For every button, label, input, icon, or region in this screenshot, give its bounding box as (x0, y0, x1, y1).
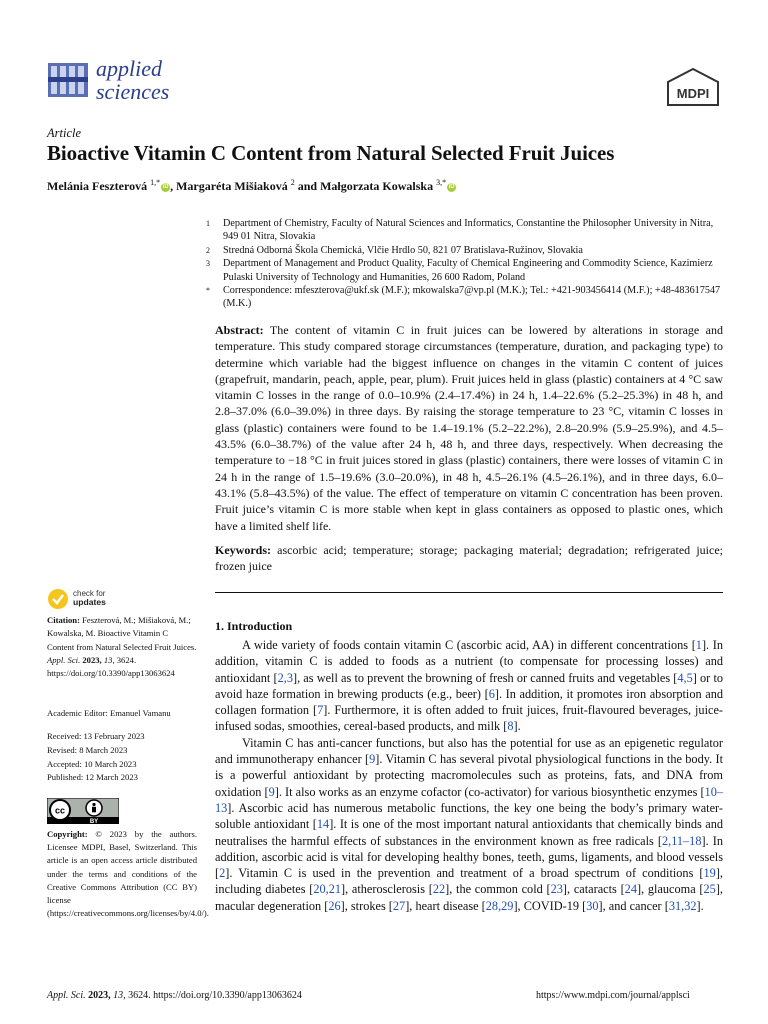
abstract-label: Abstract: (215, 323, 264, 337)
citation-text: Feszterová, M.; Mišiaková, M.; Kowalska, M. Bioactive Vitamin C Content from Natural Selected Fruit Juices. (47, 615, 197, 652)
keywords (215, 542, 723, 575)
reference-link[interactable]: 1 (695, 638, 702, 652)
date-published: Published: 12 March 2023 (47, 772, 138, 783)
reference-link[interactable]: 7 (317, 703, 324, 718)
author-affiliation-mark: 1,* (150, 178, 161, 187)
footer-journal: Appl. Sci. (47, 990, 86, 1001)
academic-editor: Academic Editor: Emanuel Vamanu (47, 708, 171, 718)
abstract-text: The content of vitamin C in fruit juices can be lowered by alterations in storage and temperature. This study compared storage circumstances (temperature, duration, and packaging type) to determine which variable had the biggest influence on changes in the vitamin C content of juices (grapefruit, mandarin, peach, apple, pear, plum). Fruit juices held in glass (plastic) containers at 4 °C saw vitamin C losses in the range of 0.0–10.9% (2.4–17.4%) in 24 h, 1.4–22.6% (5.2–25.3%) in 48 h, and 2.8–37.0% (6.0–39.0%) in three days. By raising the storage temperature to 23 °C, vitamin C losses in glass (plastic) containers were found to be 1.4–19.1% (5.2–22.2%), 2.8–20.9% (5.9–25.9%), and 4.5–43.5% (6.0–38.7%) of the value after 24 h, 48 h, and three days, respectively. When decreasing the temperature to −18 °C in fruit juices stored in glass (plastic) containers, there were losses of vitamin C in 24 h in the range of 1.5–19.6% (3.0–20.0%), in 48 h, 4.5–26.1% (4.5–26.1%), and in three days, 6.0–43.1% (5.8–43.5%) of the value. The effect of temperature on vitamin C concentration has been proven. Fruit juice’s vitamin C is more stable when kept in glass containers as opposed to plastic ones, which have a limited shelf life. (215, 323, 723, 533)
paragraph-text: ]. In addition, vitamin C is added to foods as a nutrient (to compensate for processing losses) and antioxidant [ (215, 638, 723, 685)
cc-by-license-icon[interactable] (47, 798, 119, 824)
paragraph-text: ], glaucoma [ (636, 882, 704, 897)
introduction-body (215, 637, 723, 914)
keywords-label: Keywords: (215, 543, 271, 557)
footer-volume: 13, (113, 990, 126, 1001)
paragraph-text: ]. It also works as an enzyme cofactor (co-activator) for various biosynthetic enzymes [ (274, 784, 705, 799)
svg-text:cc: cc (54, 805, 66, 816)
affiliation-text: Stredná Odborná Škola Chemická, Vlčie Hrdlo 50, 821 07 Bratislava-Ružinov, Slovakia (223, 244, 583, 256)
citation-block (47, 614, 197, 680)
reference-link[interactable]: 27 (392, 898, 406, 913)
paragraph-text: ], atherosclerosis [ (341, 882, 433, 897)
affiliation-mark: 3 (206, 259, 210, 269)
reference-link[interactable]: 20,21 (313, 882, 341, 897)
copyright-notice (47, 828, 209, 920)
journal-name-line2: sciences (96, 79, 170, 104)
paragraph-text: ]. (696, 898, 704, 913)
citation-doi[interactable]: 3624. https://doi.org/10.3390/app13063624 (47, 654, 175, 679)
reference-link[interactable]: 24 (624, 882, 637, 897)
paper-title: Bioactive Vitamin C Content from Natural Selected Fruit Juices (47, 141, 615, 165)
paragraph-text: ], heart disease [ (405, 898, 486, 913)
paragraph-text: ], including diabetes [ (215, 866, 723, 897)
orcid-icon[interactable]: iD (448, 183, 455, 190)
paragraph-text: ], macular degeneration [ (215, 882, 723, 913)
reference-link[interactable]: 10–13 (215, 784, 723, 815)
paragraph-text: ]. Vitamin C is used in the prevention and treatment of a broad spectrum of conditions [ (225, 866, 704, 881)
author-affiliation-mark: 2 (290, 178, 295, 187)
date-accepted: Accepted: 10 March 2023 (47, 758, 137, 769)
section-divider (215, 592, 723, 593)
check-updates-line2: updates (73, 597, 106, 607)
publication-dates (47, 730, 145, 785)
author-separator: and (294, 179, 321, 193)
footer-doi[interactable]: 3624. https://doi.org/10.3390/app13063624 (128, 990, 302, 1001)
reference-link[interactable]: 2,3 (277, 670, 293, 685)
paragraph-text: ]. In addition, it promotes iron absorption and collagen formation [ (215, 686, 723, 718)
paragraph-text: Vitamin C has anti-cancer functions, but also has the potential for use as an epigenetic regulator and immunotherapy enhancer [ (215, 735, 723, 767)
author-name: Małgorzata Kowalska (320, 179, 437, 193)
reference-link[interactable]: 14 (316, 817, 330, 832)
paragraph-text: ]. It is one of the most important natural antioxidants that chemically binds and neutralises the harmful effects of substances in the environment known as free radicals [ (215, 817, 723, 848)
section-heading-introduction: 1. Introduction (215, 619, 293, 633)
paragraph-text: A wide variety of foods contain vitamin C (ascorbic acid, AA) in different concentrations [ (242, 638, 696, 652)
date-received: Received: 13 February 2023 (47, 731, 145, 741)
affiliations (206, 217, 726, 311)
author-name: Melánia Feszterová (47, 179, 151, 193)
author-name: Margaréta Mišiaková (176, 179, 291, 193)
citation-volume: 13, (103, 654, 115, 665)
copyright-text: © 2023 by the authors. Licensee MDPI, Basel, Switzerland. This article is an open access article distributed under the terms and conditions of the Creative Commons Attribution (CC BY) license (https://creativecommons.org/licenses/by/4.0/). (47, 829, 209, 919)
date-revised: Revised: 8 March 2023 (47, 744, 128, 755)
reference-link[interactable]: 2,11–18 (661, 833, 702, 848)
check-updates-text (73, 589, 106, 607)
check-updates-line1: check for (73, 589, 106, 598)
affiliation-item (206, 244, 726, 257)
affiliation-mark: 1 (206, 219, 210, 228)
affiliation-item (206, 217, 726, 244)
author-affiliation-mark: 3,* (436, 178, 447, 187)
introduction-paragraph-2 (215, 735, 723, 914)
reference-link[interactable]: 9 (268, 784, 275, 799)
author-list (47, 178, 456, 194)
copyright-label: Copyright: (47, 829, 88, 839)
reference-link[interactable]: 26 (328, 898, 341, 913)
reference-link[interactable]: 2 (219, 866, 226, 881)
paragraph-text: ]. Furthermore, it is often added to fruit juices, fruit-flavoured beverages, juice-infused sodas, smoothies, cereal-based products, and milk [ (215, 703, 723, 734)
affiliation-item (206, 257, 726, 284)
introduction-paragraph-1 (215, 637, 723, 735)
reference-link[interactable]: 22 (432, 882, 446, 897)
footer-citation (47, 990, 302, 1001)
paragraph-text: ], COVID-19 [ (513, 898, 587, 913)
orcid-icon[interactable]: iD (162, 183, 169, 190)
keywords-text: ascorbic acid; temperature; storage; packaging material; degradation; refrigerated juice; frozen juice (215, 543, 723, 574)
paragraph-text: ]. Vitamin C has several pivotal physiological functions in the body. It is a powerful antioxidant by protecting macromolecules such as proteins, fats, and DNA from oxidation [ (215, 752, 723, 799)
paragraph-text: ], strokes [ (340, 898, 393, 913)
reference-link[interactable]: 25 (703, 882, 716, 897)
paragraph-text: ], as well as to prevent the browning of fresh or canned fruits and vegetables [ (292, 670, 678, 685)
paragraph-text: ], and cancer [ (598, 898, 669, 913)
mdpi-logo-icon (667, 68, 719, 106)
affiliation-text: Correspondence: mfeszterova@ukf.sk (M.F.); mkowalska7@vp.pl (M.K.); Tel.: +421-903456414 (M.F.); +48-483617547 (M.K.) (223, 285, 721, 310)
check-updates-icon (47, 588, 69, 610)
footer-year: 2023, (88, 990, 111, 1001)
abstract (215, 322, 723, 534)
reference-link[interactable]: 30 (586, 898, 599, 913)
affiliation-mark: 2 (206, 245, 210, 255)
paragraph-text: ]. Ascorbic acid has numerous metabolic functions, the key one being the body’s primary water-soluble antioxidant [ (215, 800, 723, 832)
reference-link[interactable]: 9 (369, 752, 376, 767)
paragraph-text: ]. In addition, ascorbic acid is vital for developing healthy bones, teeth, gums, ligaments, and blood vessels [ (215, 833, 723, 881)
reference-link[interactable]: 23 (550, 882, 563, 897)
paragraph-text: ], the common cold [ (445, 882, 551, 897)
cc-label: BY (89, 819, 99, 824)
reference-link[interactable]: 19 (703, 866, 716, 881)
affiliation-item (206, 284, 726, 311)
reference-link[interactable]: 6 (488, 686, 495, 701)
citation-journal: Appl. Sci. (47, 654, 81, 665)
check-for-updates-button[interactable] (47, 588, 127, 612)
affiliation-text: Department of Management and Product Quality, Faculty of Chemical Engineering and Commodity Science, Kazimierz Pulaski University of Technology and Humanities, 26 600 Radom, Poland (223, 258, 713, 283)
affiliation-text: Department of Chemistry, Faculty of Natural Sciences and Informatics, Constantine the Philosopher University in Nitra, 949 01 Nitra, Slovakia (223, 218, 714, 243)
paragraph-text: ]. (513, 719, 521, 734)
reference-link[interactable]: 8 (507, 719, 514, 734)
affiliation-mark: * (206, 286, 210, 296)
reference-link[interactable]: 31,32 (668, 898, 697, 913)
article-type: Article (47, 126, 82, 140)
publisher-name: MDPI (676, 86, 710, 101)
paragraph-text: ], cataracts [ (562, 882, 625, 897)
journal-logo-icon (47, 60, 89, 100)
journal-name (96, 57, 169, 103)
footer-journal-url[interactable]: https://www.mdpi.com/journal/applsci (536, 990, 690, 1001)
paragraph-text: ] or to avoid haze formation in brewing products (e.g., beer) [ (215, 670, 724, 701)
author-separator: , (170, 179, 177, 193)
journal-name-line1: applied (96, 56, 162, 81)
reference-link[interactable]: 28,29 (485, 898, 514, 913)
citation-year: 2023, (82, 654, 102, 665)
citation-label: Citation: (47, 615, 80, 625)
reference-link[interactable]: 4,5 (677, 670, 693, 685)
